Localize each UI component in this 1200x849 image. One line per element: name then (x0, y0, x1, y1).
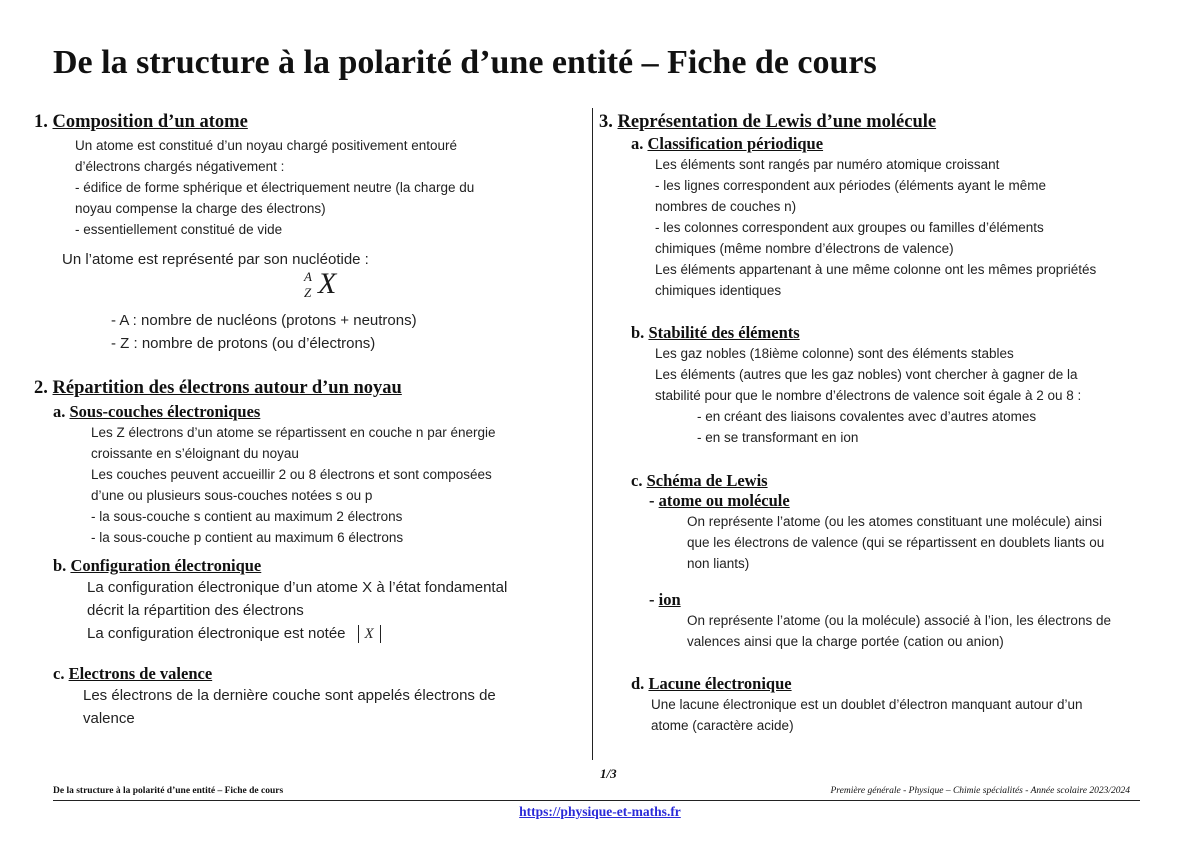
section-1-text: Un atome est constitué d’un noyau chargé positivement entouré d’électrons chargés négativement : - édifice de forme sphérique et électriquement neutre (la charge du noyau compense la charge des électrons) - essentiellement constitué de vide (75, 138, 475, 237)
section-2b-text: La configuration électronique d’un atome X à l’état fondamental décrit la répartition des électrons La configuration électronique est notée X (87, 576, 582, 645)
section-3a-heading: a. Classification périodique (631, 134, 824, 153)
section-3b-sublist: - en créant des liaisons covalentes avec d’autres atomes - en se transformant en ion (697, 409, 1037, 445)
section-3d-heading: d. Lacune électronique (631, 674, 792, 693)
section-2c-heading: c. Electrons de valence (53, 664, 213, 683)
configuration-notation: La configuration électronique est notée X (87, 622, 582, 645)
lewis-ion-heading: - ion (649, 590, 681, 609)
footer-rule (53, 800, 1140, 801)
page-number: 1/3 (600, 766, 617, 781)
section-3c-heading: c. Schéma de Lewis (631, 471, 768, 490)
nucleotide-notation: A Z X (304, 267, 337, 300)
section-2-heading: 2. Répartition des électrons autour d’un noyau (34, 378, 402, 398)
column-divider (592, 108, 593, 760)
left-column (34, 112, 582, 730)
section-3a-text: Les éléments sont rangés par numéro atomique croissant - les lignes correspondent aux périodes (éléments ayant le même nombres de couches n) - les colonnes correspondent aux groupes ou familles d’éléments chimiques (même nombre d’électrons de valence) Les éléments appartenant à une même colonne ont les mêmes propriétés chimiques identiques (655, 157, 1097, 298)
section-2c-text: Les électrons de la dernière couche sont appelés électrons de valence (83, 687, 496, 727)
page-title: De la structure à la polarité d’une entité – Fiche de cours (53, 44, 877, 81)
section-2b-heading: b. Configuration électronique (53, 556, 262, 575)
section-1-heading: 1. Composition d’un atome (34, 112, 248, 132)
section-2a-text: Les Z électrons d’un atome se répartissent en couche n par énergie croissante en s’éloignant du noyau Les couches peuvent accueillir 2 ou 8 électrons et sont composées d’une ou plusieurs sous-couches notées s ou p - la sous-couche s contient au maximum 2 électrons - la sous-couche p contient au maximum 6 électrons (91, 425, 496, 545)
section-3d-text: Une lacune électronique est un doublet d’électron manquant autour d’un atome (caractère acide) (651, 697, 1083, 733)
lewis-atom-heading: - atome ou molécule (649, 491, 790, 510)
section-3-heading: 3. Représentation de Lewis d’une molécule (599, 112, 937, 132)
website-link[interactable]: https://physique-et-maths.fr (519, 804, 681, 819)
footer-course-info: Première générale - Physique – Chimie spécialités - Année scolaire 2023/2024 (830, 786, 1130, 796)
section-3b-text: Les gaz nobles (18ième colonne) sont des éléments stables Les éléments (autres que les gaz nobles) vont chercher à gagner de la stabilité pour que le nombre d’électrons de valence soit égale à 2 ou 8 : (655, 346, 1082, 403)
lewis-atom-text: On représente l’atome (ou les atomes constituant une molécule) ainsi que les électrons de valence (qui se répartissent en doublets liants ou non liants) (687, 514, 1105, 571)
section-3b-heading: b. Stabilité des éléments (631, 323, 800, 342)
nucleotide-legend: - A : nombre de nucléons (protons + neutrons) - Z : nombre de protons (ou d’électrons) (111, 312, 417, 352)
section-2a-heading: a. Sous-couches électroniques (53, 402, 261, 421)
right-column (599, 112, 1179, 736)
nucleotide-intro: Un l’atome est représenté par son nucléotide : (62, 251, 369, 268)
lewis-ion-text: On représente l’atome (ou la molécule) associé à l’ion, les électrons de valences ainsi que la charge portée (cation ou anion) (687, 613, 1111, 649)
footer-doc-title: De la structure à la polarité d’une entité – Fiche de cours (53, 786, 284, 796)
